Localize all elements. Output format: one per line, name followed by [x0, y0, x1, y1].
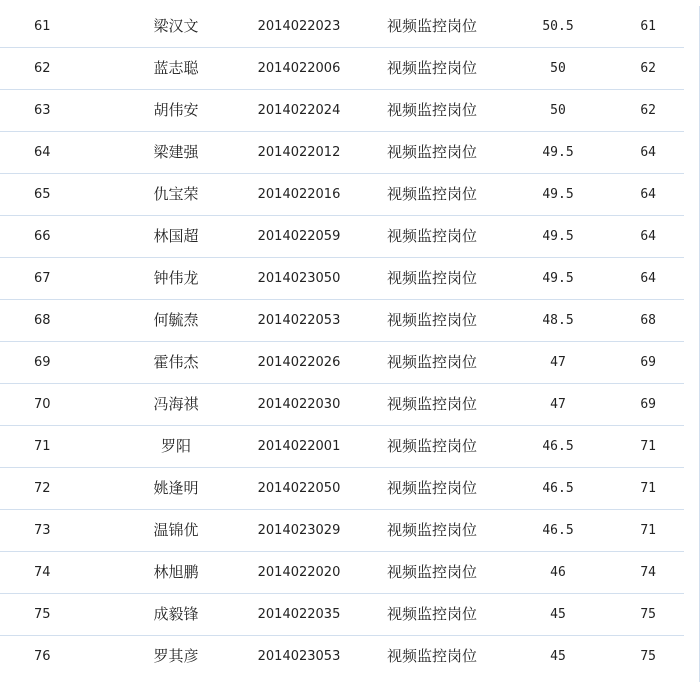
name-cell: 梁建强 — [118, 132, 234, 174]
name-cell: 何毓焘 — [118, 300, 234, 342]
rank-cell: 75 — [0, 594, 118, 636]
place-cell: 71 — [616, 510, 684, 552]
place-cell: 74 — [616, 552, 684, 594]
position-cell: 视频监控岗位 — [364, 258, 500, 300]
exam-id-cell: 2014022053 — [234, 300, 364, 342]
place-cell: 64 — [616, 216, 684, 258]
place-cell: 69 — [616, 342, 684, 384]
name-cell: 冯海祺 — [118, 384, 234, 426]
place-cell: 64 — [616, 258, 684, 300]
score-cell: 49.5 — [500, 258, 616, 300]
name-cell: 罗阳 — [118, 426, 234, 468]
place-cell: 75 — [616, 594, 684, 636]
table-row — [0, 258, 684, 300]
table-row — [0, 174, 684, 216]
place-cell: 62 — [616, 90, 684, 132]
position-cell: 视频监控岗位 — [364, 426, 500, 468]
score-cell: 48.5 — [500, 300, 616, 342]
position-cell: 视频监控岗位 — [364, 48, 500, 90]
name-cell: 仇宝荣 — [118, 174, 234, 216]
results-table-body — [0, 6, 684, 677]
place-cell: 62 — [616, 48, 684, 90]
name-cell: 胡伟安 — [118, 90, 234, 132]
place-cell: 64 — [616, 132, 684, 174]
exam-id-cell: 2014022030 — [234, 384, 364, 426]
table-row — [0, 510, 684, 552]
exam-id-cell: 2014022006 — [234, 48, 364, 90]
score-cell: 46.5 — [500, 510, 616, 552]
position-cell: 视频监控岗位 — [364, 510, 500, 552]
score-cell: 50 — [500, 48, 616, 90]
score-cell: 50.5 — [500, 6, 616, 48]
score-cell: 47 — [500, 384, 616, 426]
rank-cell: 76 — [34, 649, 51, 664]
position-cell: 视频监控岗位 — [364, 90, 500, 132]
table-row — [0, 552, 684, 594]
rank-cell: 65 — [0, 174, 118, 216]
rank-cell: 64 — [0, 132, 118, 174]
rank-cell: 68 — [0, 300, 118, 342]
score-cell: 46 — [500, 552, 616, 594]
exam-id-cell: 2014022059 — [234, 216, 364, 258]
table-row — [0, 426, 684, 468]
results-table-container — [0, 6, 700, 682]
table-row — [0, 636, 684, 678]
rank-cell: 61 — [0, 6, 118, 48]
position-cell: 视频监控岗位 — [364, 552, 500, 594]
exam-id-cell: 2014023029 — [234, 510, 364, 552]
table-row — [0, 48, 684, 90]
table-row — [0, 594, 684, 636]
position-cell: 视频监控岗位 — [364, 6, 500, 48]
exam-id-cell: 2014022023 — [234, 6, 364, 48]
table-row — [0, 216, 684, 258]
rank-cell: 73 — [0, 510, 118, 552]
name-cell: 蓝志聪 — [118, 48, 234, 90]
score-cell: 46.5 — [500, 426, 616, 468]
position-cell: 视频监控岗位 — [364, 594, 500, 636]
score-cell: 45 — [550, 649, 566, 664]
exam-id-cell: 2014022026 — [234, 342, 364, 384]
score-cell: 46.5 — [500, 468, 616, 510]
score-cell: 49.5 — [500, 174, 616, 216]
place-cell: 69 — [616, 384, 684, 426]
position-cell: 视频监控岗位 — [364, 300, 500, 342]
place-cell: 75 — [640, 649, 656, 664]
name-cell: 霍伟杰 — [118, 342, 234, 384]
name-cell: 温锦优 — [118, 510, 234, 552]
score-cell: 50 — [500, 90, 616, 132]
name-cell: 钟伟龙 — [118, 258, 234, 300]
table-row — [0, 6, 684, 48]
table-row — [0, 90, 684, 132]
table-row — [0, 468, 684, 510]
name-cell: 成毅锋 — [118, 594, 234, 636]
place-cell: 68 — [616, 300, 684, 342]
score-cell: 47 — [500, 342, 616, 384]
exam-id-cell: 2014022016 — [234, 174, 364, 216]
rank-cell: 72 — [0, 468, 118, 510]
position-cell: 视频监控岗位 — [386, 647, 477, 665]
results-table — [0, 6, 684, 677]
name-cell: 梁汉文 — [118, 6, 234, 48]
name-cell: 姚逢明 — [118, 468, 234, 510]
score-cell: 49.5 — [500, 216, 616, 258]
rank-cell: 66 — [0, 216, 118, 258]
rank-cell: 74 — [0, 552, 118, 594]
place-cell: 61 — [616, 6, 684, 48]
position-cell: 视频监控岗位 — [364, 384, 500, 426]
rank-cell: 62 — [0, 48, 118, 90]
position-cell: 视频监控岗位 — [364, 216, 500, 258]
name-cell: 林国超 — [118, 216, 234, 258]
rank-cell: 70 — [0, 384, 118, 426]
place-cell: 71 — [616, 468, 684, 510]
position-cell: 视频监控岗位 — [364, 468, 500, 510]
name-cell: 罗其彦 — [153, 647, 199, 665]
exam-id-cell: 2014022001 — [234, 426, 364, 468]
exam-id-cell: 2014022020 — [234, 552, 364, 594]
table-row — [0, 342, 684, 384]
table-row — [0, 132, 684, 174]
place-cell: 71 — [616, 426, 684, 468]
rank-cell: 71 — [0, 426, 118, 468]
rank-cell: 67 — [0, 258, 118, 300]
position-cell: 视频监控岗位 — [364, 132, 500, 174]
place-cell: 64 — [616, 174, 684, 216]
exam-id-cell: 2014023050 — [234, 258, 364, 300]
position-cell: 视频监控岗位 — [364, 174, 500, 216]
rank-cell: 63 — [0, 90, 118, 132]
exam-id-cell: 2014022024 — [234, 90, 364, 132]
rank-cell: 69 — [0, 342, 118, 384]
exam-id-cell: 2014022012 — [234, 132, 364, 174]
exam-id-cell: 2014022050 — [234, 468, 364, 510]
score-cell: 45 — [500, 594, 616, 636]
exam-id-cell: 2014023053 — [257, 649, 341, 664]
position-cell: 视频监控岗位 — [364, 342, 500, 384]
table-row — [0, 384, 684, 426]
exam-id-cell: 2014022035 — [234, 594, 364, 636]
name-cell: 林旭鹏 — [118, 552, 234, 594]
table-row — [0, 300, 684, 342]
score-cell: 49.5 — [500, 132, 616, 174]
